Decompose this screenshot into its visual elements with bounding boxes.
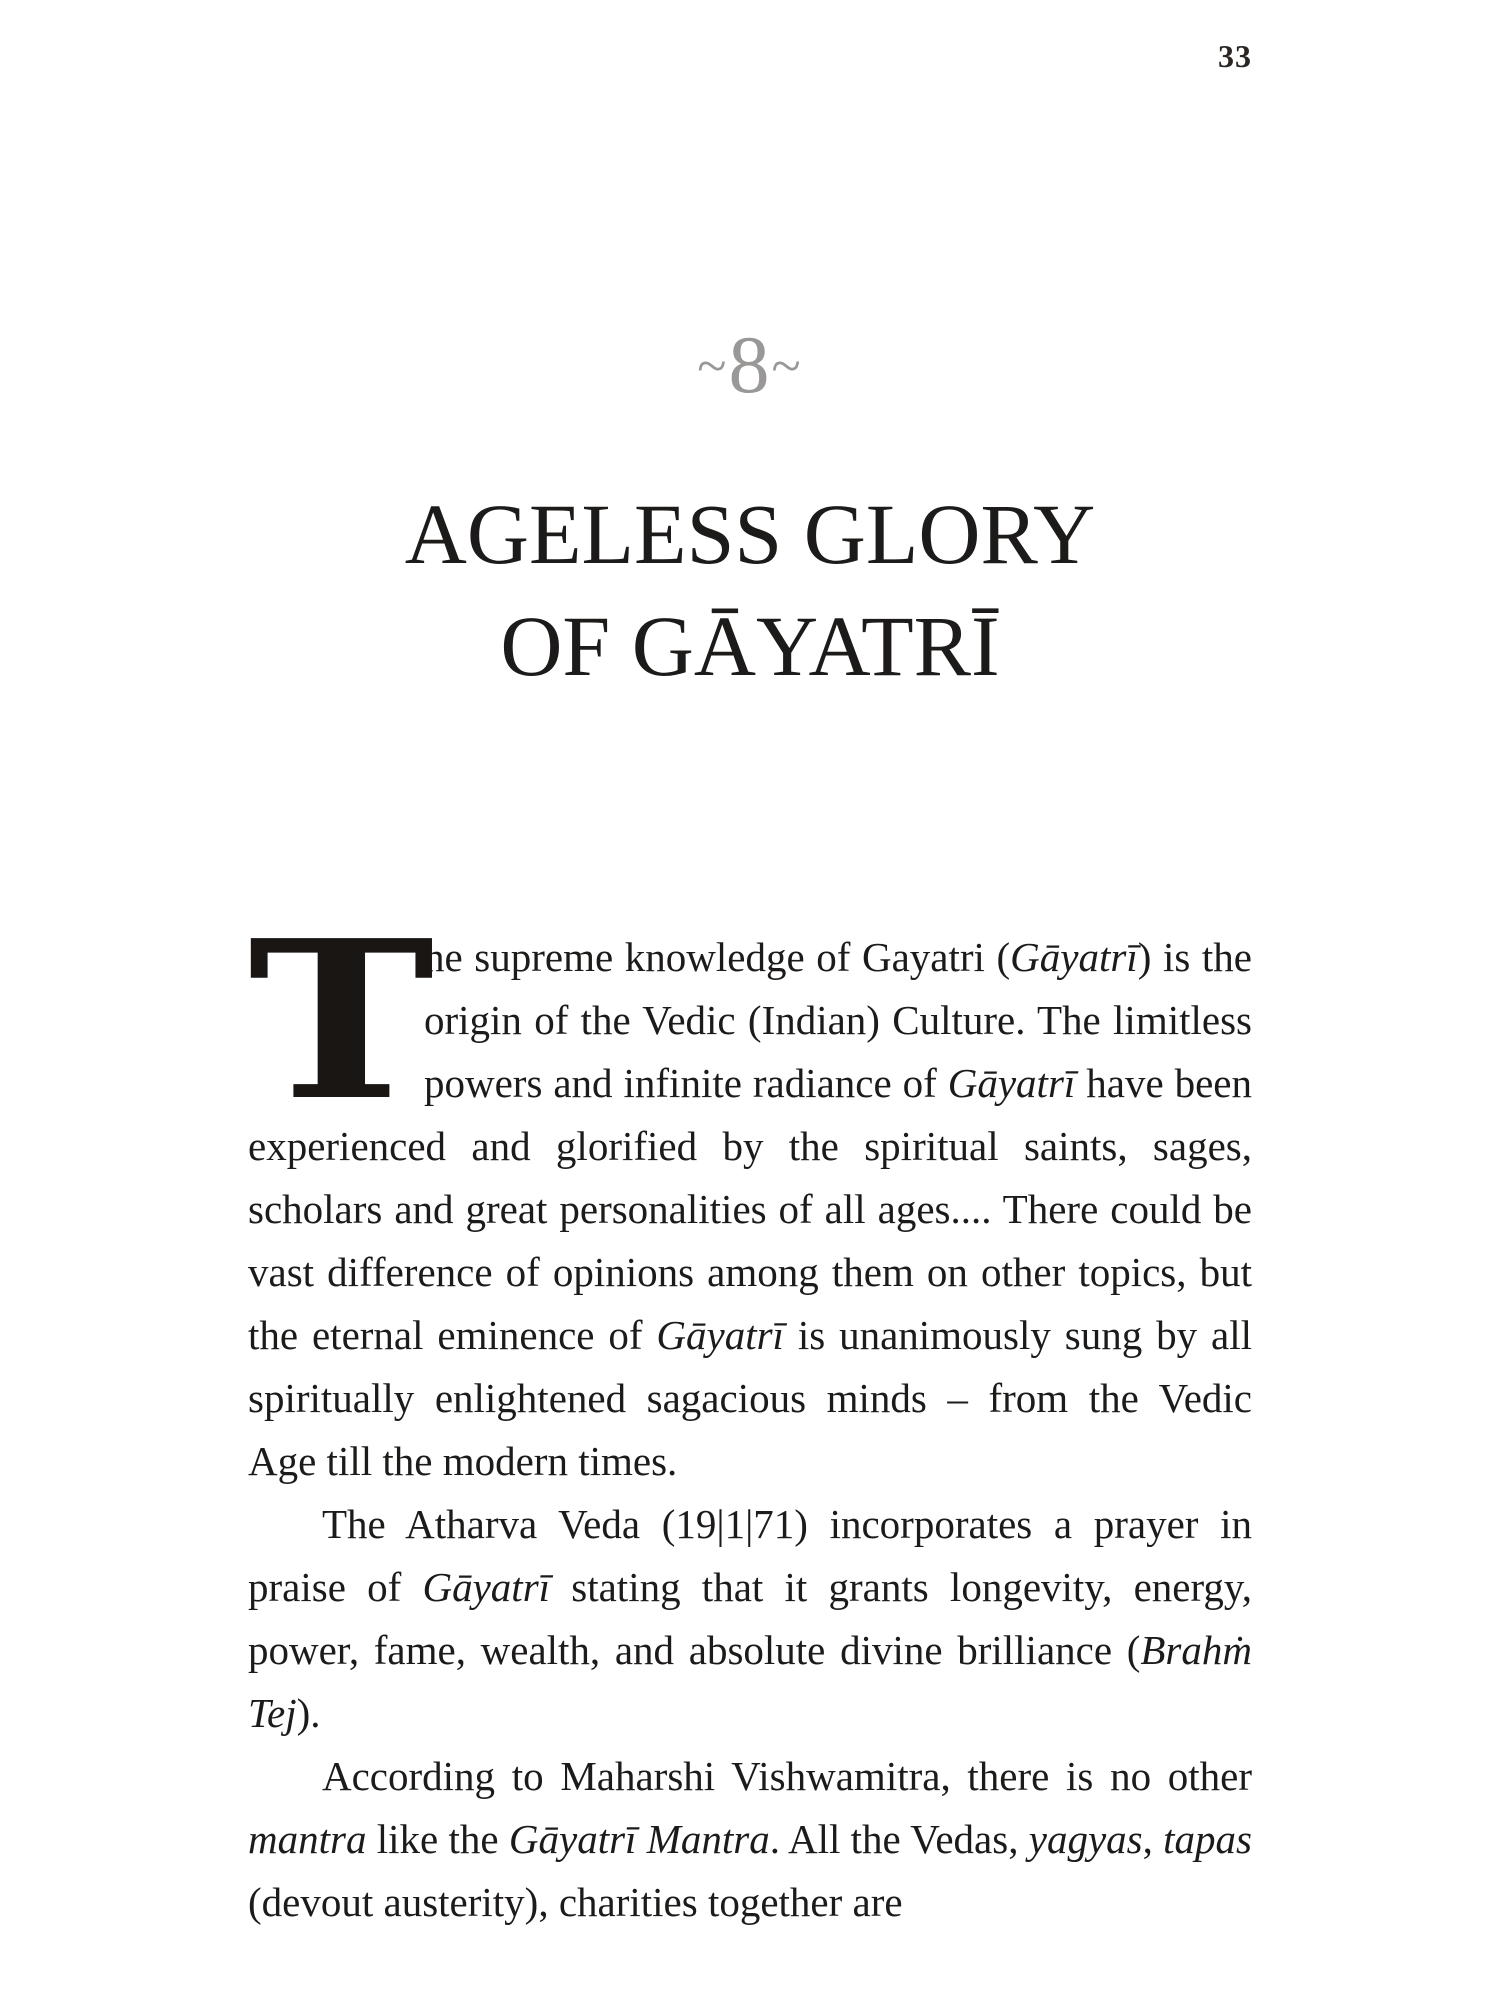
chapter-number bbox=[0, 318, 1500, 412]
italic-term: Gāyatrī bbox=[422, 1564, 551, 1610]
text-span: stating that it grants longevity, energy, power, fame, wealth, and absolute divine brilliance ( bbox=[248, 1564, 1252, 1673]
italic-term: mantra bbox=[248, 1816, 367, 1862]
text-span: ). bbox=[296, 1690, 321, 1736]
paragraph-1 bbox=[248, 893, 1252, 1493]
paragraph-3 bbox=[248, 1745, 1252, 1934]
chapter-title-line-1: AGELESS GLORY bbox=[404, 486, 1096, 582]
italic-term: Brahṁ Tej bbox=[248, 1627, 1252, 1736]
text-span: he supreme knowledge of Gayatri ( bbox=[424, 934, 1011, 980]
body-text bbox=[248, 893, 1252, 1934]
chapter-title bbox=[0, 478, 1500, 702]
chapter-title-line-2: OF GĀYATRĪ bbox=[500, 598, 1000, 694]
italic-term: Gāyatrī bbox=[1010, 934, 1138, 980]
text-span: like the bbox=[366, 1816, 509, 1862]
italic-term: Gāyatrī bbox=[656, 1312, 784, 1358]
chapter-number-suffix: ~ bbox=[771, 336, 803, 396]
italic-term: Gāyatrī Mantra bbox=[508, 1816, 770, 1862]
text-span: (devout austerity), charities together are bbox=[248, 1879, 903, 1925]
text-span: . All the Vedas, bbox=[769, 1816, 1029, 1862]
text-span: have been experienced and glorified by the spiritual saints, sages, scholars and great personalities of all ages.... There could be vast difference of opinions among them on other topics, but the eternal eminence of bbox=[248, 1060, 1252, 1358]
chapter-number-prefix: ~ bbox=[697, 336, 729, 396]
drop-cap: T bbox=[248, 893, 435, 1149]
text-span: The Atharva Veda (19|1|71) incorporates a prayer in praise of bbox=[248, 1501, 1252, 1610]
chapter-number-value: 8 bbox=[728, 319, 772, 410]
text-span: , bbox=[1142, 1816, 1164, 1862]
italic-term: tapas bbox=[1163, 1816, 1252, 1862]
page-number: 33 bbox=[1218, 38, 1252, 74]
italic-term: Gāyatrī bbox=[947, 1060, 1076, 1106]
italic-term: yagyas bbox=[1028, 1816, 1143, 1862]
paragraph-2 bbox=[248, 1493, 1252, 1745]
text-span: ) is the origin of the Vedic (Indian) Culture. The limitless powers and infinite radiance of bbox=[424, 934, 1252, 1106]
text-span: According to Maharshi Vishwamitra, there is no other bbox=[322, 1753, 1252, 1799]
text-span: is unanimously sung by all spiritually enlightened sagacious minds – from the Vedic Age till the modern times. bbox=[248, 1312, 1252, 1484]
